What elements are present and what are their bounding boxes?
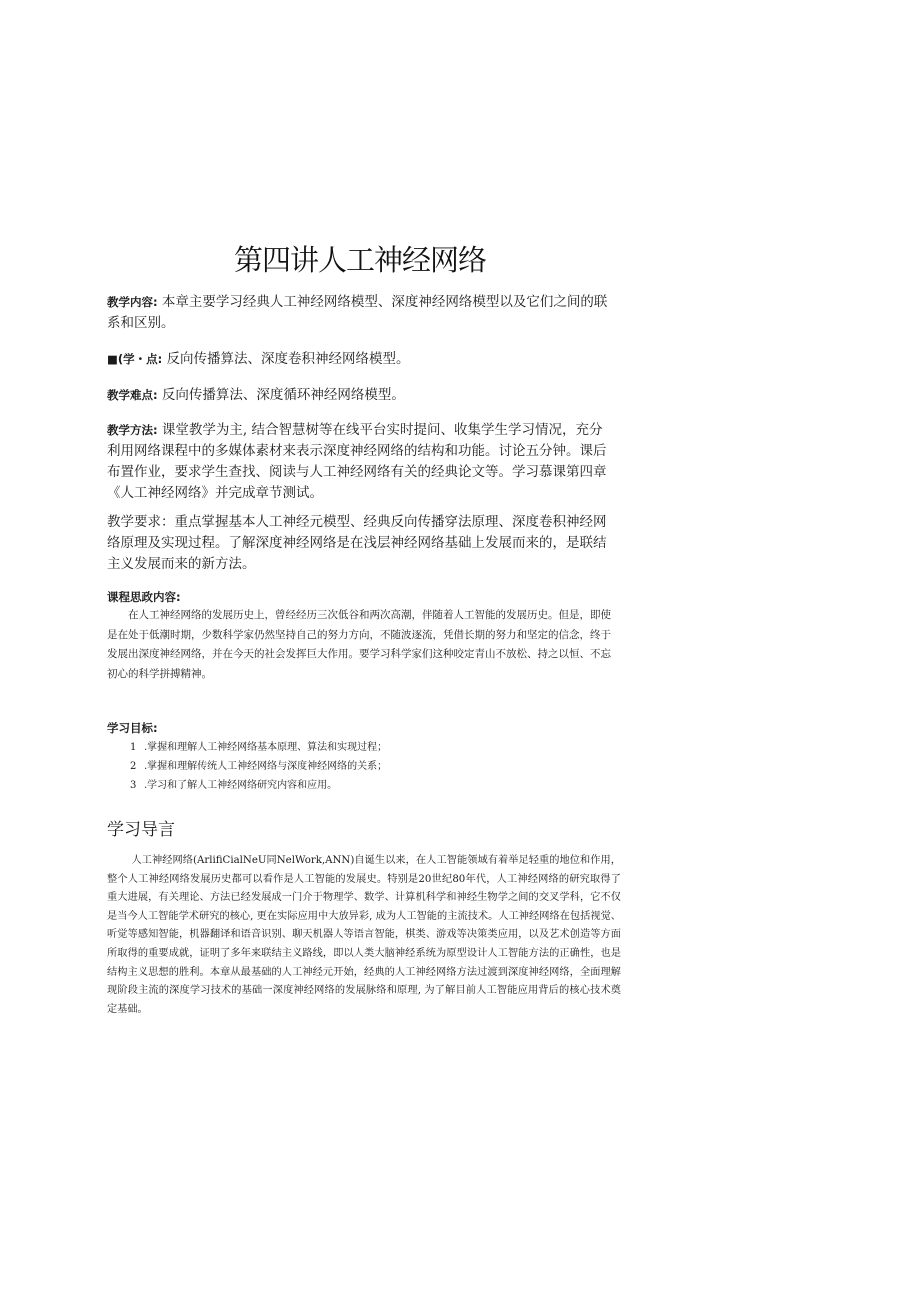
teaching-methods-text: 课堂教学为主, 结合智慧树等在线平台实时提问、收集学生学习情况，充分利用网络课程中的多媒体素材来表示深度神经网络的结构和功能。讨论五分钟。课后布置作业，要求学生查找、阅读与人工神经网络有关的经典论文等。学习慕课第四章《人工神经网络》并完成章节测试。 [107, 422, 607, 501]
intro-text: 人工神经网络(ArlifiCialNeU同NelWork,ANN)自诞生以来，在人工智能领域有着举足轻重的地位和作用，整个人工神经网络发展历史都可以看作是人工智能的发展史。特别是20世纪80年代，人工神经网络的研究取得了重大进展，有关理论、方法已经发展成一门介于物理学、数学、计算机科学和神经生物学之间的交叉学科，它不仅是当今人工智能学术研究的核心, 更在实际应用中大放异彩, 成为人工智能的主流技术。人工神经网络在包括视觉、听觉等感知智能，机器翻译和语音识别、聊天机器人等语言智能，棋类、游戏等决策类应用，以及艺术创造等方面所取得的重要成就，证明了多年来联结主义路线，即以人类大脑神经系统为原型设计人工智能方法的正确性，也是结构主义思想的胜利。本章从最基础的人工神经元开始，经典的人工神经网络方法过渡到深度神经网络，全面理解现阶段主流的深度学习技术的基础一深度神经网络的发展脉络和原理, 为了解目前人工智能应用背后的核心技术奠定基础。 [107, 855, 621, 1015]
objective-item: 1 .掌握和理解人工神经网络基本原理、算法和实现过程； [130, 742, 388, 753]
key-points-text: 反向传播算法、深度卷积神经网络模型。 [166, 351, 410, 367]
ideology-text: 在人工神经网络的发展历史上，曾经经历三次低谷和两次高潮，伴随着人工智能的发展历史。但是，即使是在处于低潮时期，少数科学家仍然坚持自己的努力方向，不随波逐流，凭借长期的努力和坚定的信念，终于发展出深度神经网络，并在今天的社会发挥巨大作用。要学习科学家们这种咬定青山不放松、持之以恒、不忘初心的科学拼搏精神。 [107, 609, 611, 680]
teaching-methods-label: 教学方法: [107, 423, 158, 437]
teaching-content [107, 292, 617, 334]
objectives-label: 学习目标: [107, 721, 158, 735]
objective-item: 3 .学习和了解人工神经网络研究内容和应用。 [130, 780, 338, 791]
teaching-methods [107, 420, 607, 504]
difficulties [107, 385, 617, 406]
teaching-requirements: 教学要求：重点掌握基本人工神经元模型、经典反向传播穿法原理、深度卷积神经网络原理及实现过程。了解深度神经网络是在浅层神经网络基础上发展而来的，是联结主义发展而来的新方法。 [107, 514, 607, 572]
intro-heading: 学习导言 [107, 820, 175, 840]
key-points-label: ■(学・点: [107, 352, 163, 366]
difficulties-text: 反向传播算法、深度循环神经网络模型。 [161, 387, 405, 403]
key-points [107, 349, 617, 370]
objective-item: 2 .掌握和理解传统人工神经网络与深度神经网络的关系； [130, 761, 388, 772]
objectives-list [130, 738, 387, 795]
teaching-content-text: 本章主要学习经典人工神经网络模型、深度神经网络模型以及它们之间的联系和区别。 [107, 294, 608, 331]
page-title: 第四讲人工神经网络 [234, 243, 487, 277]
teaching-content-label: 教学内容: [107, 295, 158, 309]
difficulties-label: 教学难点: [107, 388, 158, 402]
ideology-label: 课程思政内容: [107, 590, 181, 604]
